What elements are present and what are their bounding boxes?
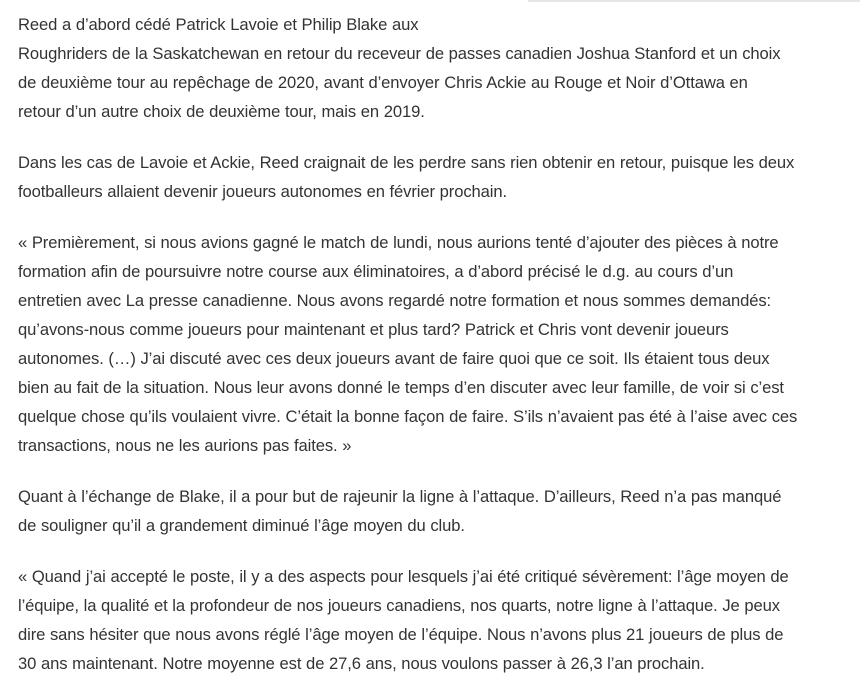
- text-line: Reed a d’abord cédé Patrick Lavoie et Philip Blake aux: [18, 15, 419, 34]
- text-line: autonomes. (…) J’ai discuté avec ces deux joueurs avant de faire quoi que ce soit. Ils étaient tous deux: [18, 349, 770, 368]
- text-line: 30 ans maintenant. Notre moyenne est de 27,6 ans, nous voulons passer à 26,3 l’an prochain.: [18, 654, 705, 673]
- text-line: de deuxième tour au repêchage de 2020, avant d’envoyer Chris Ackie au Rouge et Noir d’Ottawa en: [18, 73, 748, 92]
- text-line: formation afin de poursuivre notre course aux éliminatoires, a d’abord précisé le d.g. au cours d’un: [18, 262, 734, 281]
- text-line: dire sans hésiter que nous avons réglé l’âge moyen de l’équipe. Nous n’avons plus 21 joueurs de plus de: [18, 625, 784, 644]
- top-divider: [528, 0, 860, 2]
- text-line: bien au fait de la situation. Nous leur avons donné le temps d’en discuter avec leur famille, de voir si c’est: [18, 378, 784, 397]
- text-line: « Premièrement, si nous avions gagné le match de lundi, nous aurions tenté d’ajouter des pièces à notre: [18, 233, 779, 252]
- text-line: de souligner qu’il a grandement diminué l’âge moyen du club.: [18, 516, 465, 535]
- article-body: [18, 10, 848, 700]
- text-line: transactions, nous ne les aurions pas faites. »: [18, 436, 352, 455]
- text-line: entretien avec La presse canadienne. Nous avons regardé notre formation et nous sommes demandés:: [18, 291, 772, 310]
- paragraph-quote-reed: [18, 228, 848, 460]
- text-line: Dans les cas de Lavoie et Ackie, Reed craignait de les perdre sans rien obtenir en retour, puisque les deux: [18, 153, 795, 172]
- text-line: Quant à l’échange de Blake, il a pour but de rajeunir la ligne à l’attaque. D’ailleurs, Reed n’a pas manqué: [18, 487, 782, 506]
- paragraph-quote-age: [18, 562, 848, 678]
- text-line: footballeurs allaient devenir joueurs autonomes en février prochain.: [18, 182, 508, 201]
- text-line: l’équipe, la qualité et la profondeur de nos joueurs canadiens, nos quarts, notre ligne à l’attaque. Je peux: [18, 596, 780, 615]
- paragraph-free-agents: [18, 148, 848, 206]
- text-line: quelque chose qu’ils voulaient vivre. C’était la bonne façon de faire. S’ils n’avaient pas été à l’aise avec ces: [18, 407, 798, 426]
- text-line: Roughriders de la Saskatchewan en retour du receveur de passes canadien Joshua Stanford et un choix: [18, 44, 781, 63]
- text-line: « Quand j’ai accepté le poste, il y a des aspects pour lesquels j’ai été critiqué sévèrement: l’âge moyen de: [18, 567, 789, 586]
- text-line: retour d’un autre choix de deuxième tour, mais en 2019.: [18, 102, 425, 121]
- paragraph-trades: [18, 10, 848, 126]
- text-line: qu’avons-nous comme joueurs pour maintenant et plus tard? Patrick et Chris vont devenir joueurs: [18, 320, 729, 339]
- paragraph-blake-trade: [18, 482, 848, 540]
